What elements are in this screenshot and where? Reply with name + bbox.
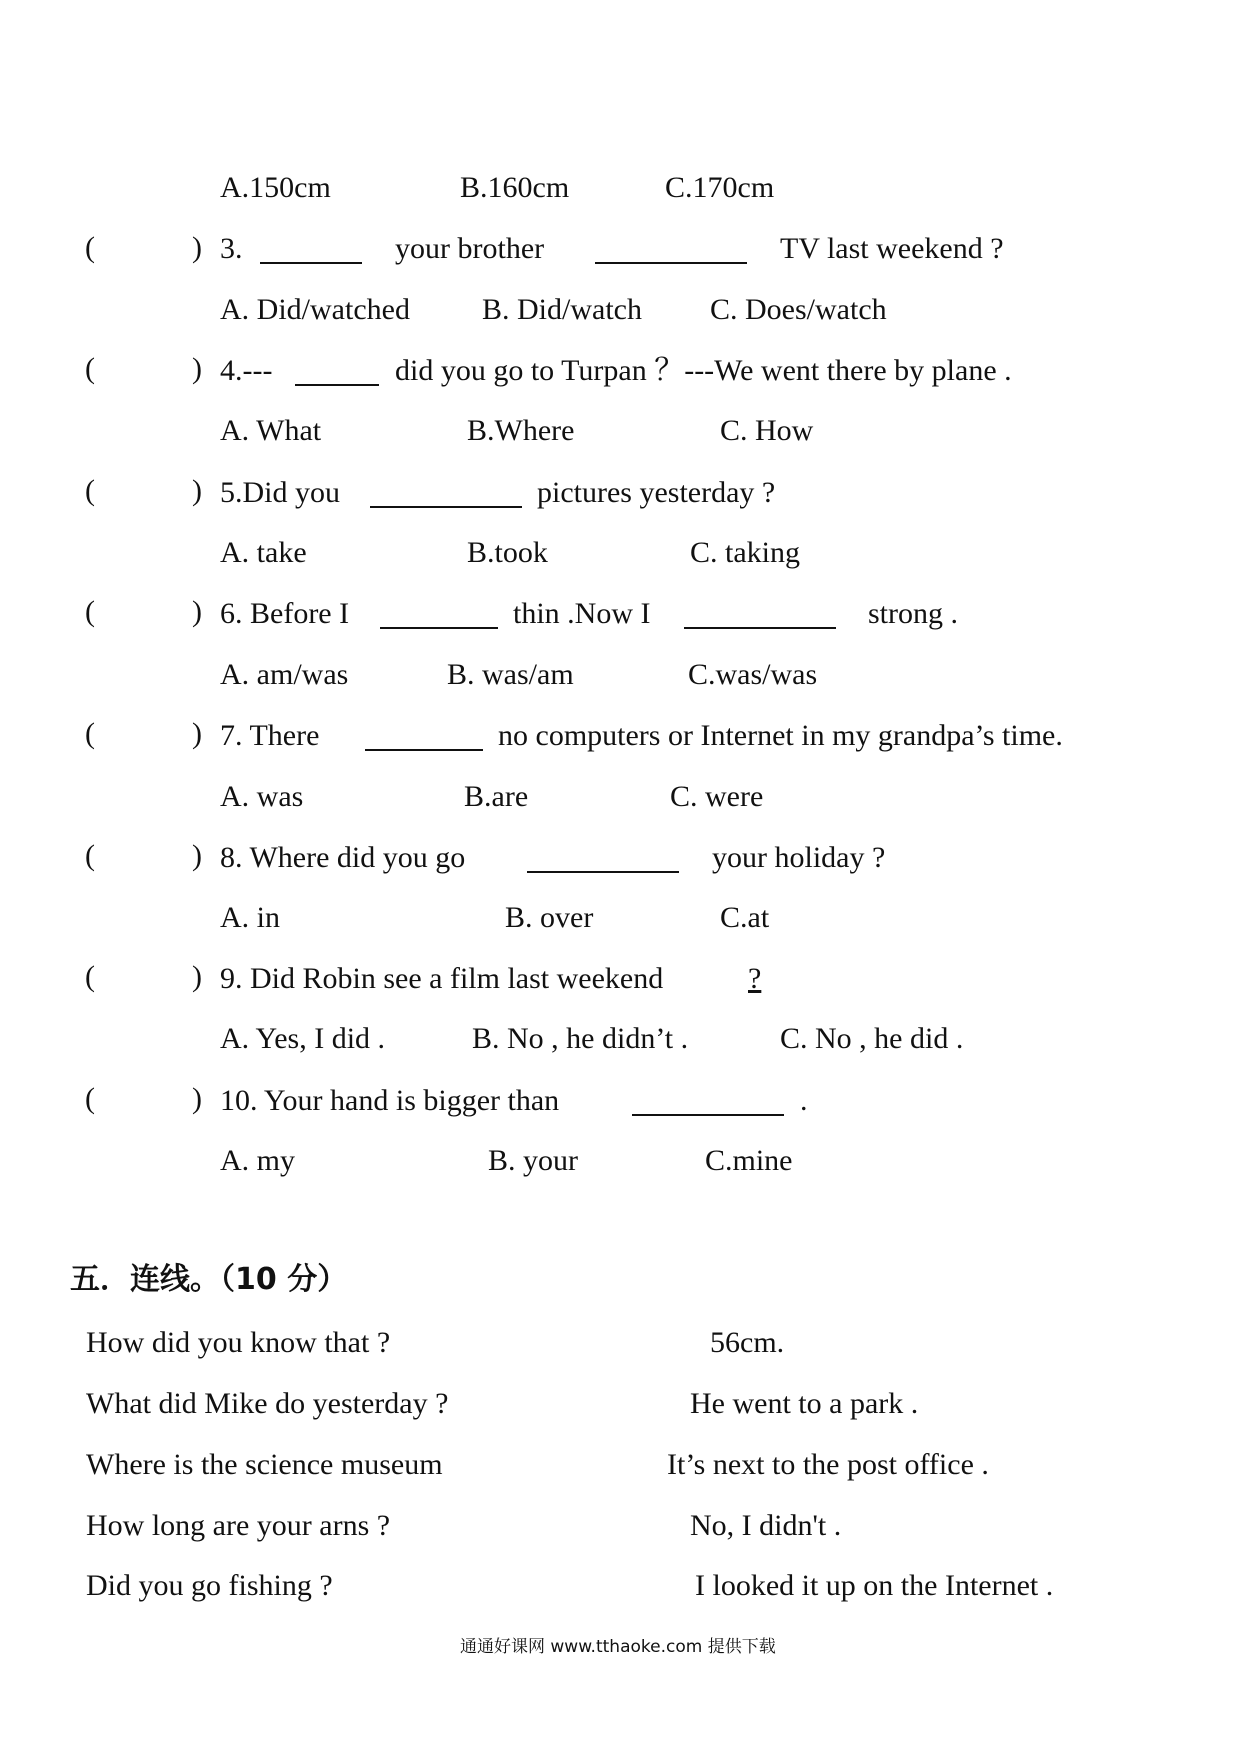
question-4-number: 4.--- (220, 354, 273, 387)
answer-blank (595, 262, 747, 264)
question-8-number: 8. Where did you go (220, 841, 466, 874)
answer-paren-right: ) (192, 839, 202, 872)
answer-blank (370, 506, 522, 508)
q7-option-b: B.are (464, 780, 529, 813)
section-5-heading: 五．连线。（10 分） (70, 1262, 348, 1297)
answer-blank (260, 262, 362, 264)
q3-option-b: B. Did/watch (482, 293, 642, 326)
q9-option-c: C. No , he did . (780, 1022, 964, 1055)
question-9-number: 9. Did Robin see a film last weekend (220, 962, 664, 995)
answer-paren-left: ( (85, 231, 95, 264)
q2-option-b: B.160cm (460, 171, 570, 204)
q8-option-a: A. in (220, 901, 280, 934)
answer-paren-left: ( (85, 595, 95, 628)
q4-option-a: A. What (220, 414, 322, 447)
question-5-text: pictures yesterday ? (537, 476, 776, 509)
match-right-item: 56cm. (710, 1326, 785, 1359)
match-right-item: He went to a park . (690, 1387, 919, 1420)
answer-blank (684, 627, 836, 629)
match-right-item: I looked it up on the Internet . (695, 1569, 1054, 1602)
question-3-text-end: TV last weekend ? (780, 232, 1004, 265)
match-right-item: No, I didn't . (690, 1509, 842, 1542)
q10-option-a: A. my (220, 1144, 295, 1177)
match-left-item: How did you know that ? (86, 1326, 391, 1359)
q3-option-a: A. Did/watched (220, 293, 410, 326)
match-left-item: Did you go fishing ? (86, 1569, 333, 1602)
q8-option-b: B. over (505, 901, 594, 934)
question-6-text-end: strong . (868, 597, 958, 630)
answer-paren-right: ) (192, 352, 202, 385)
answer-paren-left: ( (85, 474, 95, 507)
question-6-number: 6. Before I (220, 597, 350, 630)
answer-paren-left: ( (85, 960, 95, 993)
q2-option-c: C.170cm (665, 171, 775, 204)
question-10-number: 10. Your hand is bigger than (220, 1084, 560, 1117)
answer-paren-left: ( (85, 1082, 95, 1115)
question-6-text: thin .Now I (513, 597, 651, 630)
answer-blank (380, 627, 498, 629)
question-7-text: no computers or Internet in my grandpa’s time. (498, 719, 1063, 752)
answer-paren-right: ) (192, 1082, 202, 1115)
answer-paren-left: ( (85, 352, 95, 385)
q9-option-b: B. No , he didn’t . (472, 1022, 689, 1055)
answer-paren-right: ) (192, 231, 202, 264)
q8-option-c: C.at (720, 901, 770, 934)
q5-option-b: B.took (467, 536, 548, 569)
q5-option-c: C. taking (690, 536, 800, 569)
q6-option-b: B. was/am (447, 658, 574, 691)
answer-paren-right: ) (192, 960, 202, 993)
question-10-text-end: . (800, 1084, 808, 1117)
question-4-text: did you go to Turpan ？---We went there by plane . (395, 354, 1012, 387)
q6-option-a: A. am/was (220, 658, 349, 691)
q4-option-c: C. How (720, 414, 814, 447)
q6-option-c: C.was/was (688, 658, 818, 691)
question-3-text: your brother (395, 232, 545, 265)
q7-option-a: A. was (220, 780, 304, 813)
answer-paren-right: ) (192, 717, 202, 750)
q10-option-c: C.mine (705, 1144, 793, 1177)
question-7-number: 7. There (220, 719, 320, 752)
match-left-item: How long are your arns ? (86, 1509, 391, 1542)
q3-option-c: C. Does/watch (710, 293, 887, 326)
q5-option-a: A. take (220, 536, 307, 569)
match-left-item: Where is the science museum (86, 1448, 443, 1481)
answer-blank (295, 384, 379, 386)
q9-option-a: A. Yes, I did . (220, 1022, 386, 1055)
answer-blank (527, 871, 679, 873)
answer-paren-right: ) (192, 474, 202, 507)
q2-option-a: A.150cm (220, 171, 331, 204)
question-8-text: your holiday ? (712, 841, 886, 874)
match-left-item: What did Mike do yesterday ? (86, 1387, 449, 1420)
answer-paren-left: ( (85, 717, 95, 750)
q10-option-b: B. your (488, 1144, 578, 1177)
answer-paren-right: ) (192, 595, 202, 628)
q7-option-c: C. were (670, 780, 764, 813)
answer-blank (365, 749, 483, 751)
question-9-mark: ? (748, 962, 762, 995)
match-right-item: It’s next to the post office . (667, 1448, 989, 1481)
q4-option-b: B.Where (467, 414, 575, 447)
question-3-number: 3. (220, 232, 243, 265)
question-5-number: 5.Did you (220, 476, 340, 509)
answer-blank (632, 1114, 784, 1116)
page-footer: 通通好课网 www.tthaoke.com 提供下载 (460, 1637, 776, 1657)
answer-paren-left: ( (85, 839, 95, 872)
